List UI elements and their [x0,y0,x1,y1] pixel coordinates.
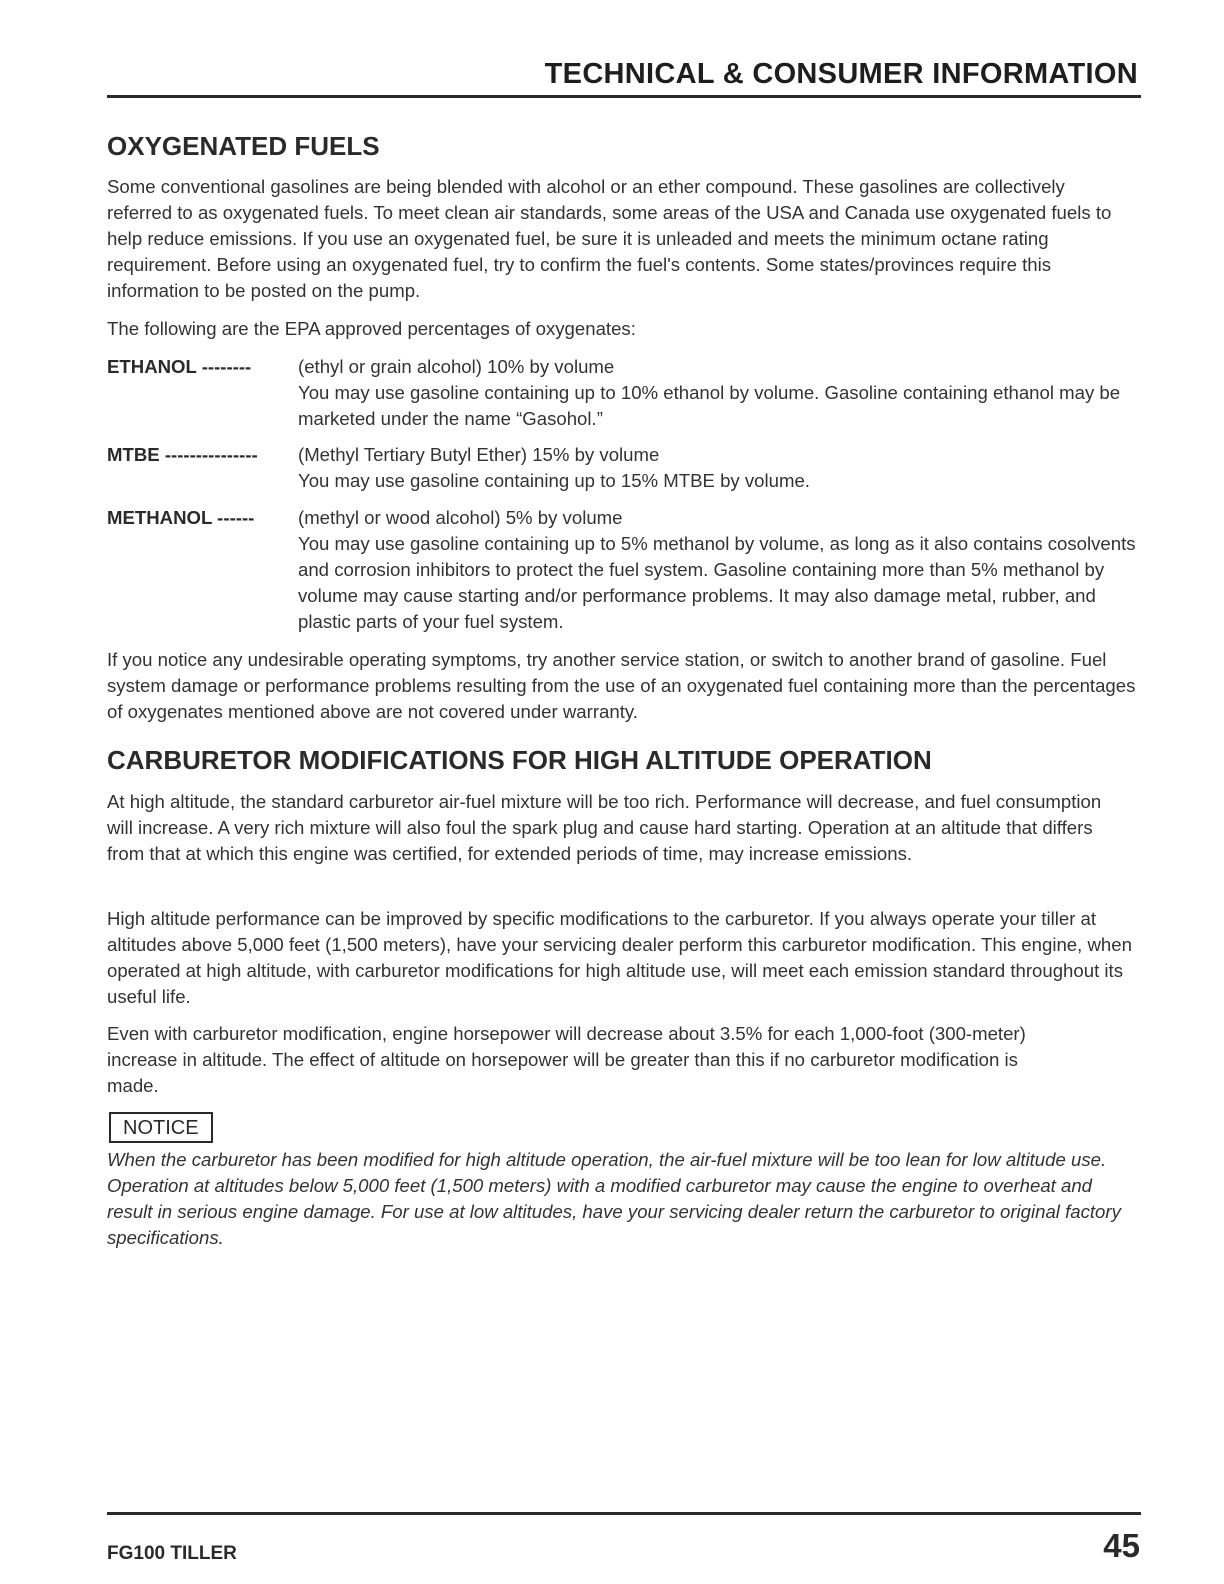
definition-mtbe-summary: (Methyl Tertiary Butyl Ether) 15% by volume [298,444,660,465]
definition-methanol-description: You may use gasoline containing up to 5% methanol by volume, as long as it also contains cosolvents and corrosion inhibitors to protect the fuel system. Gasoline containing more than 5% methanol by volume may cause starting and/or performance problems. It may also damage metal, rubber, and plastic parts of your fuel system. [298,533,1136,632]
definition-term-ethanol: ETHANOL -------- [107,356,252,377]
oxygenated-intro-paragraph: Some conventional gasolines are being blended with alcohol or an ether compound. These gasolines are collectively referred to as oxygenated fuels. To meet clean air standards, some areas of the USA and Canada use oxygenated fuels to help reduce emissions. If you use an oxygenated fuel, be sure it is unleaded and meets the minimum octane rating requirement. Before using an oxygenated fuel, try to confirm the fuel's contents. Some states/provinces require this information to be posted on the pump. [107,176,1112,301]
carburetor-paragraph-2: High altitude performance can be improved by specific modifications to the carburetor. If you always operate your tiller at altitudes above 5,000 feet (1,500 meters), have your servicing dealer perform this carburetor modification. This engine, when operated at high altitude, with carburetor modifications for high altitude use, will meet each emission standard throughout its useful life. [107,908,1132,1007]
carburetor-paragraph-3: Even with carburetor modification, engine horsepower will decrease about 3.5% for each 1,000-foot (300-meter) increase in altitude. The effect of altitude on horsepower will be greater than this if no carburetor modification is made. [107,1023,1026,1096]
definition-ethanol-description: You may use gasoline containing up to 10% ethanol by volume. Gasoline containing ethanol may be marketed under the name “Gasohol.” [298,382,1121,429]
definition-mtbe-description: You may use gasoline containing up to 15% MTBE by volume. [298,470,810,491]
notice-text: When the carburetor has been modified for high altitude operation, the air-fuel mixture will be too lean for low altitude use. Operation at altitudes below 5,000 feet (1,500 meters) with a modified carburetor may cause the engine to overheat and result in serious engine damage. For use at low altitudes, have your servicing dealer return the carburetor to original factory specifications. [107,1149,1121,1248]
definition-term-mtbe: MTBE --------------- [107,444,258,465]
header-rule [107,95,1141,98]
notice-label: NOTICE [109,1112,213,1143]
definition-methanol-summary: (methyl or wood alcohol) 5% by volume [298,507,623,528]
carburetor-paragraph-1: At high altitude, the standard carburetor air-fuel mixture will be too rich. Performance will decrease, and fuel consumption will increase. A very rich mixture will also foul the spark plug and cause hard starting. Operation at an altitude that differs from that at which this engine was certified, for extended periods of time, may increase emissions. [107,791,1102,864]
definition-mtbe [298,442,1138,494]
oxygenated-closing-paragraph: If you notice any undesirable operating symptoms, try another service station, or switch to another brand of gasoline. Fuel system damage or performance problems resulting from the use of an oxygenated fuel containing more than the percentages of oxygenates mentioned above are not covered under warranty. [107,649,1136,722]
definition-ethanol [298,354,1138,432]
definition-ethanol-summary: (ethyl or grain alcohol) 10% by volume [298,356,615,377]
definition-term-methanol: METHANOL ------ [107,507,255,528]
section-title-carburetor-modifications: CARBURETOR MODIFICATIONS FOR HIGH ALTITUDE OPERATION [107,745,932,775]
footer-model-name: FG100 TILLER [107,1543,237,1564]
section-title-oxygenated-fuels: OXYGENATED FUELS [107,131,380,161]
page-header-title: TECHNICAL & CONSUMER INFORMATION [544,58,1138,90]
definition-methanol [298,505,1138,635]
oxygenates-lead-paragraph: The following are the EPA approved percentages of oxygenates: [107,318,636,339]
footer-rule [107,1512,1141,1515]
page-number: 45 [1103,1527,1140,1564]
